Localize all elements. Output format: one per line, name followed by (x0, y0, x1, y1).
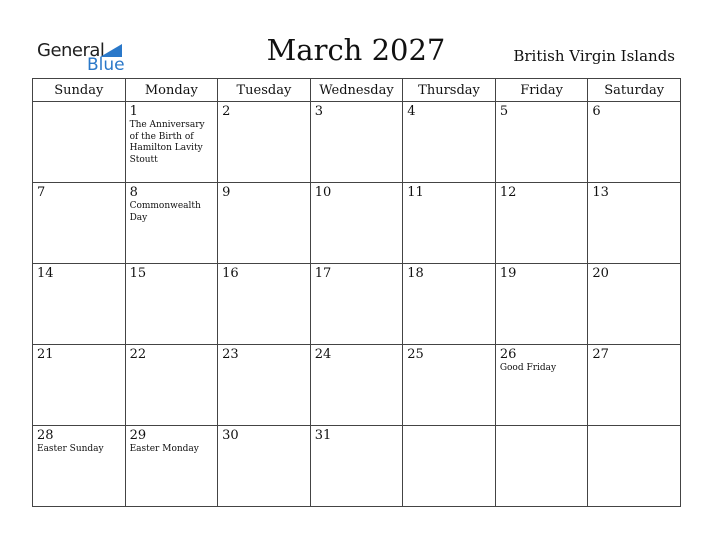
week-row (33, 102, 681, 183)
day-cell (125, 264, 218, 345)
day-number: 1 (129, 104, 138, 119)
day-number: 11 (407, 185, 424, 200)
day-number: 9 (222, 185, 231, 200)
day-number: 19 (499, 266, 517, 281)
day-cell (403, 183, 496, 264)
region-label: British Virgin Islands (513, 47, 675, 65)
weekday-header-wednesday: Wednesday (310, 79, 403, 102)
day-number: 31 (314, 428, 332, 443)
day-cell (495, 426, 588, 507)
day-number: 7 (37, 185, 46, 200)
day-cell (588, 264, 681, 345)
day-cell (218, 264, 311, 345)
day-number: 30 (222, 428, 239, 443)
day-number: 8 (129, 185, 138, 200)
day-cell (588, 183, 681, 264)
weekday-header-tuesday: Tuesday (218, 79, 311, 102)
day-cell (218, 426, 311, 507)
calendar-grid (32, 78, 681, 507)
day-number: 22 (129, 347, 147, 362)
day-cell (125, 426, 218, 507)
day-number: 10 (314, 185, 332, 200)
day-number: 26 (499, 347, 517, 362)
day-cell (588, 345, 681, 426)
day-cell (310, 426, 403, 507)
day-cell (125, 102, 218, 183)
day-cell (218, 183, 311, 264)
holiday-label: Easter Monday (129, 444, 199, 454)
holiday-label: The Anniversary of the Birth of Hamilton Lavity Stoutt (129, 120, 205, 165)
day-cell (403, 102, 496, 183)
weekday-header-friday: Friday (495, 79, 588, 102)
day-number: 23 (222, 347, 239, 362)
week-row (33, 264, 681, 345)
day-cell (218, 345, 311, 426)
day-number: 29 (129, 428, 147, 443)
week-row (33, 183, 681, 264)
calendar-title: March 2027 (266, 33, 446, 67)
day-cell (588, 426, 681, 507)
day-cell (310, 264, 403, 345)
day-cell (495, 264, 588, 345)
day-number: 27 (592, 347, 609, 362)
day-number: 28 (37, 428, 54, 443)
day-number: 17 (314, 266, 332, 281)
day-number: 14 (37, 266, 54, 281)
day-number: 25 (407, 347, 424, 362)
weekday-header-saturday: Saturday (588, 79, 681, 102)
holiday-label: Easter Sunday (37, 444, 104, 454)
day-cell (33, 183, 126, 264)
day-cell (310, 345, 403, 426)
day-cell (33, 102, 126, 183)
day-number: 3 (314, 104, 323, 119)
day-cell (495, 183, 588, 264)
day-number: 2 (222, 104, 231, 119)
weekday-header-sunday: Sunday (33, 79, 126, 102)
week-row (33, 426, 681, 507)
day-cell (218, 102, 311, 183)
weekday-header-thursday: Thursday (403, 79, 496, 102)
day-number: 5 (499, 104, 509, 119)
day-number: 20 (592, 266, 609, 281)
day-cell (310, 183, 403, 264)
day-cell (125, 183, 218, 264)
day-cell (125, 345, 218, 426)
day-cell (33, 345, 126, 426)
day-number: 24 (314, 347, 332, 362)
day-number: 21 (37, 347, 54, 362)
day-number: 13 (592, 185, 609, 200)
day-cell (588, 102, 681, 183)
day-cell (403, 264, 496, 345)
holiday-label: Good Friday (499, 363, 557, 373)
day-cell (403, 345, 496, 426)
day-cell (403, 426, 496, 507)
weekday-header-row (33, 79, 681, 102)
day-cell (33, 264, 126, 345)
weekday-header-monday: Monday (125, 79, 218, 102)
day-number: 6 (592, 104, 601, 119)
day-number: 18 (407, 266, 424, 281)
day-cell (495, 102, 588, 183)
day-number: 16 (222, 266, 239, 281)
holiday-label: Commonwealth Day (129, 201, 201, 223)
week-row (33, 345, 681, 426)
logo-general-text: General (37, 40, 105, 61)
logo-blue-text: Blue (87, 55, 125, 75)
day-cell (310, 102, 403, 183)
day-number: 15 (129, 266, 147, 281)
day-number: 4 (407, 104, 416, 119)
day-cell (33, 426, 126, 507)
day-number: 12 (499, 185, 517, 200)
day-cell (495, 345, 588, 426)
